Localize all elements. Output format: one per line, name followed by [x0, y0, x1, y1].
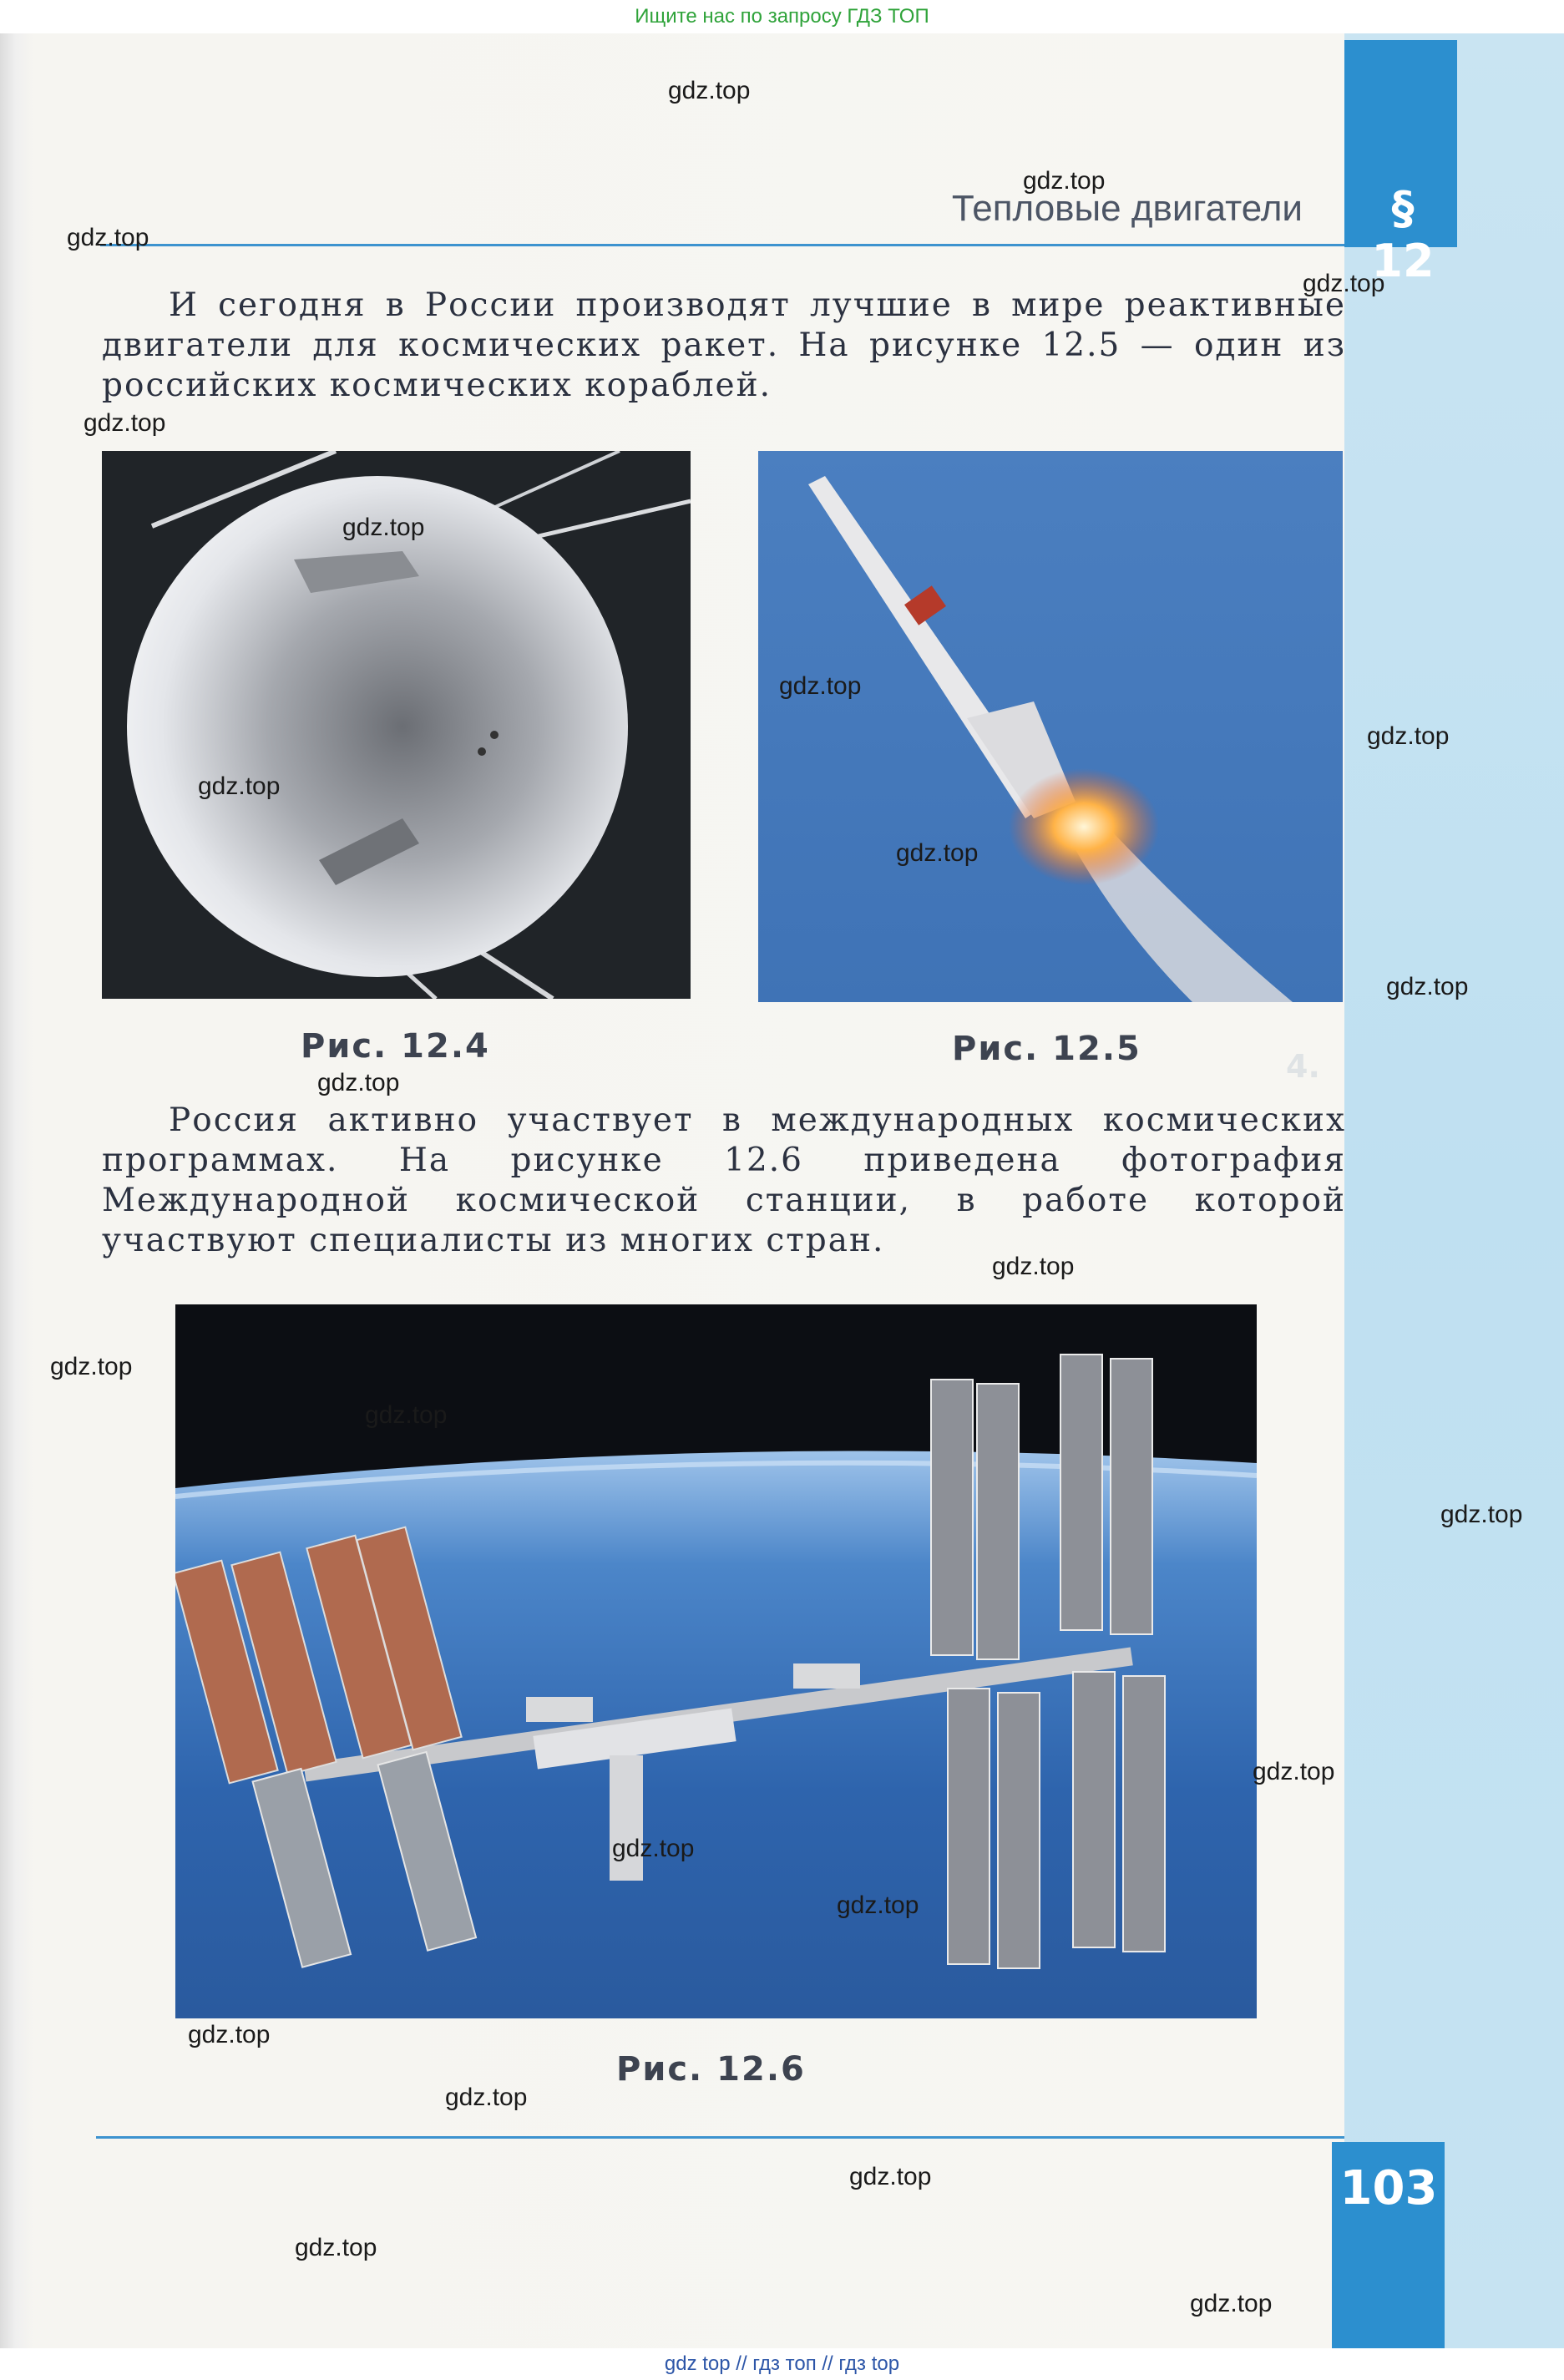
- watermark: gdz.top: [668, 77, 751, 104]
- watermark: gdz.top: [50, 1353, 133, 1380]
- watermark: gdz.top: [612, 1835, 695, 1862]
- section-label: § 12: [1371, 182, 1435, 287]
- watermark: gdz.top: [1023, 167, 1106, 195]
- watermark: gdz.top: [1367, 722, 1450, 750]
- page-number: 103: [1339, 2161, 1438, 2215]
- watermark: gdz.top: [1440, 1501, 1523, 1528]
- chapter-title: Тепловые двигатели: [951, 188, 1303, 229]
- top-banner[interactable]: Ищите нас по запросу ГДЗ ТОП: [635, 5, 929, 28]
- show-through-number: 4.: [1286, 1048, 1320, 1085]
- watermark: gdz.top: [1253, 1758, 1335, 1785]
- figure-12-5-rocket: [758, 451, 1343, 1002]
- bottom-banner[interactable]: gdz top // гдз топ // гдз top: [0, 2348, 1564, 2380]
- paragraph-2-text: Россия активно участвует в международных космических программах. На рисунке 12.6 приведена фотография Международной космической станции, в работе которой участвуют специалисты из многих стран.: [102, 1101, 1346, 1259]
- watermark: gdz.top: [365, 1401, 448, 1429]
- watermark: gdz.top: [188, 2021, 271, 2048]
- header-rule: [100, 244, 1344, 246]
- figure-12-6-iss: [175, 1304, 1257, 2018]
- figure-12-6-caption: Рис. 12.6: [616, 2050, 806, 2089]
- watermark: gdz.top: [992, 1253, 1075, 1280]
- watermark: gdz.top: [896, 839, 979, 867]
- iss-illustration: [175, 1304, 1257, 2018]
- watermark: gdz.top: [779, 672, 862, 700]
- footer-rule: [96, 2136, 1344, 2139]
- watermark: gdz.top: [317, 1069, 400, 1096]
- watermark: gdz.top: [837, 1891, 919, 1919]
- watermark: gdz.top: [67, 224, 149, 251]
- side-band: [1344, 33, 1564, 2355]
- watermark: gdz.top: [1386, 973, 1469, 1000]
- figure-12-4-caption: Рис. 12.4: [301, 1027, 490, 1066]
- watermark: gdz.top: [342, 514, 425, 541]
- paragraph-1: [102, 286, 1346, 406]
- paragraph-2: [102, 1101, 1346, 1261]
- watermark: gdz.top: [198, 772, 281, 800]
- watermark: gdz.top: [849, 2163, 932, 2190]
- figure-12-5-caption: Рис. 12.5: [952, 1030, 1141, 1068]
- watermark: gdz.top: [445, 2084, 528, 2111]
- watermark: gdz.top: [84, 409, 166, 437]
- watermark: gdz.top: [295, 2234, 377, 2261]
- watermark: gdz.top: [1190, 2290, 1273, 2317]
- paragraph-1-text: И сегодня в России производят лучшие в мире реактивные двигатели для космических ракет. На рисунке 12.5 — один из российских космических кораблей.: [102, 286, 1346, 404]
- rocket-illustration: [758, 451, 1343, 1002]
- watermark: gdz.top: [1303, 270, 1385, 297]
